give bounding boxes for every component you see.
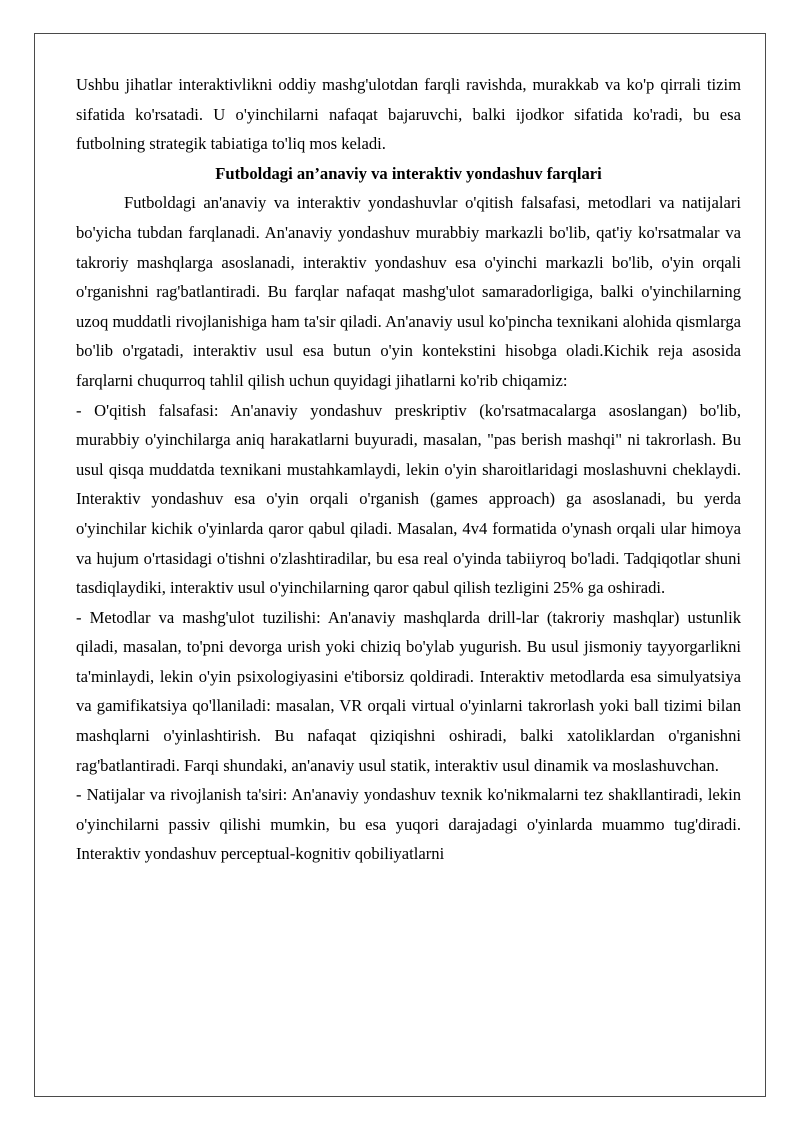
list-item-methods: - Metodlar va mashg'ulot tuzilishi: An'anaviy mashqlarda drill-lar (takroriy mashqlar) ustunlik qiladi, masalan, to'pni devorga urish yoki chiziq bo'ylab yugurish. Bu usul jismoniy tayyorgarlikni ta'minlaydi, lekin o'yin psixologiyasini e'tiborsiz qoldiradi. Interaktiv metodlarda esa simulyatsiya va gamifikatsiya qo'llaniladi: masalan, VR orqali virtual o'yinlarni takrorlash yoki ball tizimi bilan mashqlarni o'yinlashtirish. Bu nafaqat qiziqishni oshiradi, balki xatoliklardan o'rganishni rag'batlantiradi. Farqi shundaki, an'anaviy usul statik, interaktiv usul dinamik va moslashuvchan. xyxy=(76,607,741,775)
list-item-results: - Natijalar va rivojlanish ta'siri: An'anaviy yondashuv texnik ko'nikmalarni tez shakllantiradi, lekin o'yinchilarni passiv qilishi mumkin, bu esa yuqori darajadagi o'yinlarda muammo tug'diradi. Interaktiv yondashuv perceptual-kognitiv qobiliyatlarni xyxy=(76,785,741,864)
paragraph-main: Futboldagi an'anaviy va interaktiv yondashuvlar o'qitish falsafasi, metodlari va natijalari bo'yicha tubdan farqlanadi. An'anaviy yondashuv murabbiy markazli bo'lib, qat'iy ko'rsatmalar va takroriy mashqlarga asoslanadi, interaktiv yondashuv esa o'yinchi markazli bo'lib, o'yin orqali o'rganishni rag'batlantiradi. Bu farqlar nafaqat mashg'ulot samaradorligiga, balki o'yinchilarning uzoq muddatli rivojlanishiga ham ta'sir qiladi. An'anaviy usul ko'pincha texnikani alohida qismlarga bo'lib o'rgatadi, interaktiv usul esa butun o'yin kontekstini hisobga oladi.Kichik reja asosida farqlarni chuqurroq tahlil qilish uchun quyidagi jihatlarni ko'rib chiqamiz: xyxy=(76,193,741,390)
document-body xyxy=(76,70,741,869)
list-item-teaching-philosophy: - O'qitish falsafasi: An'anaviy yondashuv preskriptiv (ko'rsatmacalarga asoslangan) bo'lib, murabbiy o'yinchilarga aniq harakatlarni buyuradi, masalan, "pas berish mashqi" ni takrorlash. Bu usul qisqa muddatda texnikani mustahkamlaydi, lekin o'yin sharoitlaridagi moslashuvni cheklaydi. Interaktiv yondashuv esa o'yin orqali o'rganish (games approach) ga asoslanadi, bu yerda o'yinchilar kichik o'yinlarda qaror qabul qiladi. Masalan, 4v4 formatida o'ynash orqali ular himoya va hujum o'rtasidagi o'tishni o'zlashtiradilar, bu esa real o'yinda tabiiyroq bo'ladi. Tadqiqotlar shuni tasdiqlaydiki, interaktiv usul o'yinchilarning qaror qabul qilish tezligini 25% ga oshiradi. xyxy=(76,400,741,598)
section-heading: Futboldagi an’anaviy va interaktiv yondashuv farqlari xyxy=(215,163,602,183)
intro-paragraph: Ushbu jihatlar interaktivlikni oddiy mashg'ulotdan farqli ravishda, murakkab va ko'p qirrali tizim sifatida ko'rsatadi. U o'yinchilarni nafaqat bajaruvchi, balki ijodkor sifatida ko'radi, bu esa futbolning strategik tabiatiga to'liq mos keladi. xyxy=(76,75,741,154)
